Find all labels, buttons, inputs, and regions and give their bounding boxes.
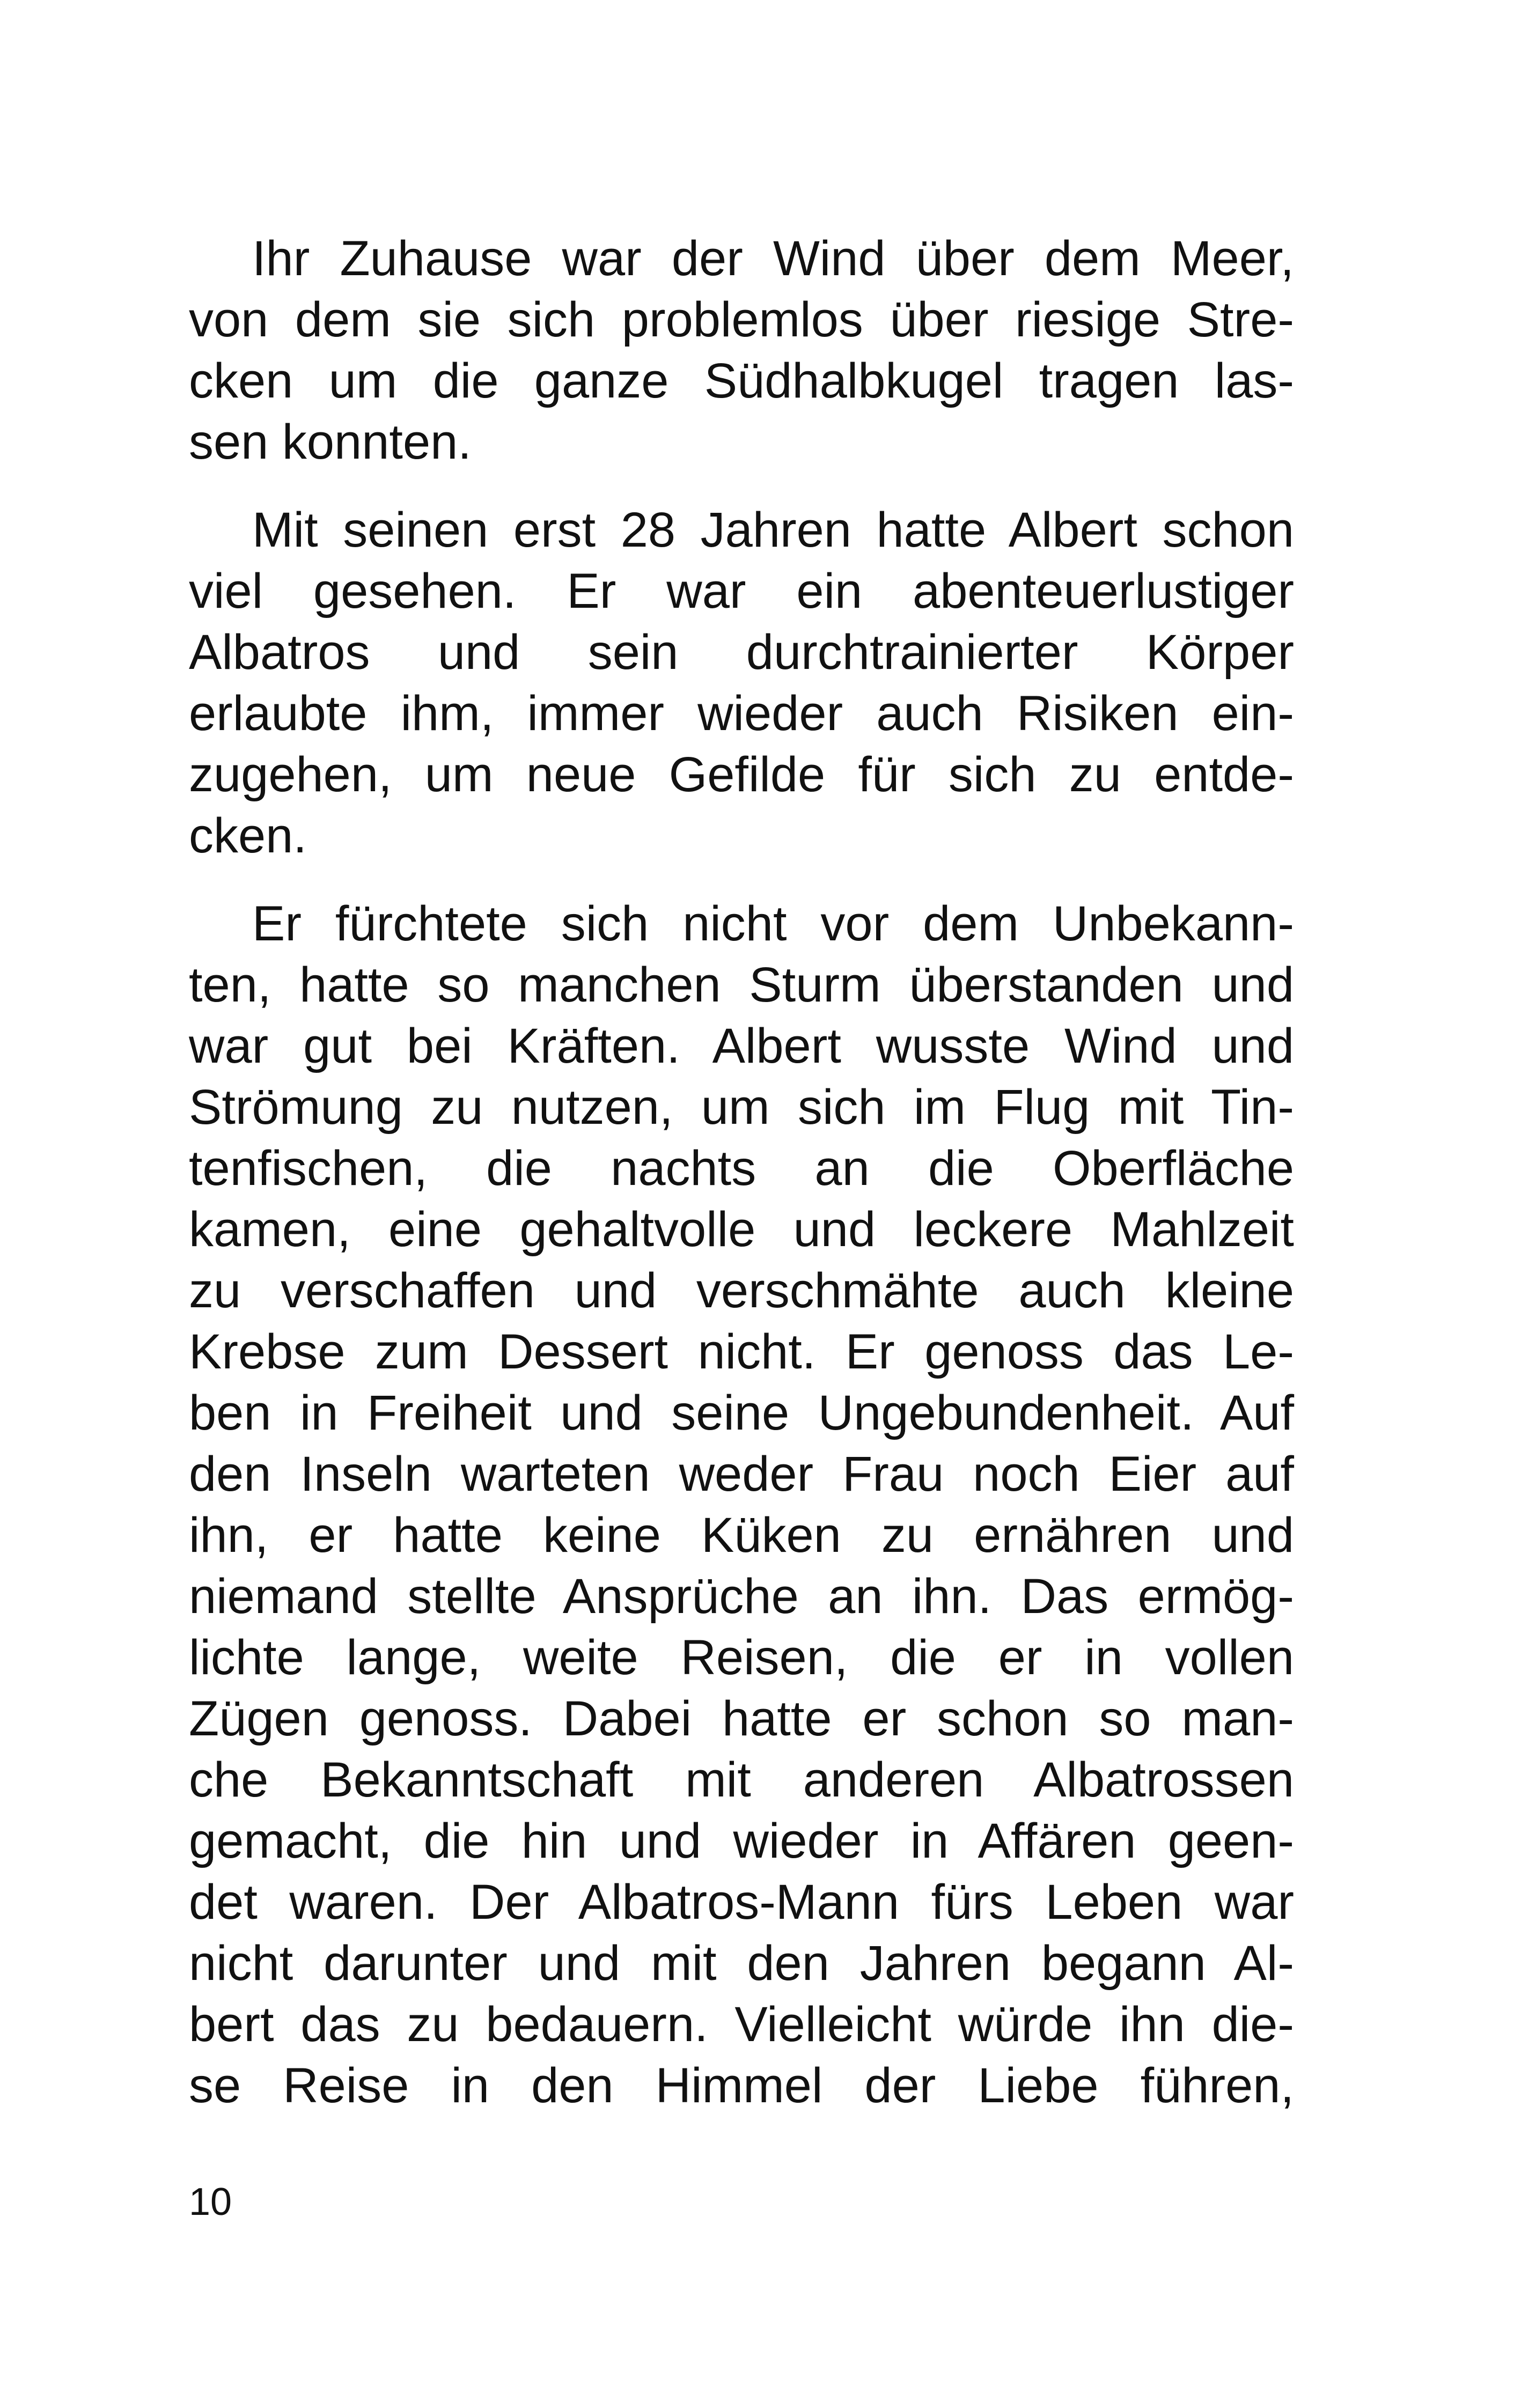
- text-line: kamen, eine gehaltvolle und leckere Mahlzeit: [189, 1202, 1294, 1257]
- text-line: zu verschaffen und verschmähte auch kleine: [189, 1263, 1294, 1318]
- text-line: Krebse zum Dessert nicht. Er genoss das Le-: [189, 1324, 1294, 1379]
- text-line: erlaubte ihm, immer wieder auch Risiken ein-: [189, 686, 1294, 741]
- text-line: ben in Freiheit und seine Ungebundenheit. Auf: [189, 1386, 1294, 1440]
- text-line: cken.: [189, 808, 307, 863]
- text-line: che Bekanntschaft mit anderen Albatrossen: [189, 1752, 1294, 1807]
- paragraph: [189, 499, 1294, 866]
- text-line: von dem sie sich problemlos über riesige Stre-: [189, 292, 1294, 347]
- text-line: gemacht, die hin und wieder in Affären geen-: [189, 1814, 1294, 1868]
- text-line: se Reise in den Himmel der Liebe führen,: [189, 2058, 1294, 2113]
- text-line: bert das zu bedauern. Vielleicht würde ihn die-: [189, 1997, 1294, 2052]
- text-line: niemand stellte Ansprüche an ihn. Das ermög-: [189, 1569, 1294, 1624]
- text-line: cken um die ganze Südhalbkugel tragen las-: [189, 354, 1294, 408]
- text-line: nicht darunter und mit den Jahren begann Al-: [189, 1936, 1294, 1991]
- text-line: zugehen, um neue Gefilde für sich zu entde-: [189, 747, 1294, 802]
- text-line: tenfischen, die nachts an die Oberfläche: [189, 1141, 1294, 1196]
- text-line: den Inseln warteten weder Frau noch Eier auf: [189, 1447, 1294, 1501]
- text-line: war gut bei Kräften. Albert wusste Wind und: [189, 1019, 1294, 1073]
- paragraph: [189, 893, 1294, 2116]
- page-number: 10: [189, 2181, 232, 2223]
- text-line: Albatros und sein durchtrainierter Körper: [189, 625, 1294, 680]
- text-line: Er fürchtete sich nicht vor dem Unbekann-: [252, 896, 1294, 951]
- text-line: ten, hatte so manchen Sturm überstanden und: [189, 958, 1294, 1012]
- text-line: Ihr Zuhause war der Wind über dem Meer,: [252, 231, 1294, 286]
- text-line: sen konnten.: [189, 415, 472, 469]
- text-line: ihn, er hatte keine Küken zu ernähren und: [189, 1508, 1294, 1563]
- body-text: [189, 228, 1294, 2143]
- text-line: lichte lange, weite Reisen, die er in vollen: [189, 1630, 1294, 1685]
- text-line: det waren. Der Albatros-Mann fürs Leben war: [189, 1875, 1294, 1930]
- text-line: Mit seinen erst 28 Jahren hatte Albert schon: [252, 503, 1294, 557]
- paragraph: [189, 228, 1294, 473]
- text-line: Zügen genoss. Dabei hatte er schon so man-: [189, 1691, 1294, 1746]
- text-line: Strömung zu nutzen, um sich im Flug mit Tin-: [189, 1080, 1294, 1135]
- text-line: viel gesehen. Er war ein abenteuerlustiger: [189, 564, 1294, 618]
